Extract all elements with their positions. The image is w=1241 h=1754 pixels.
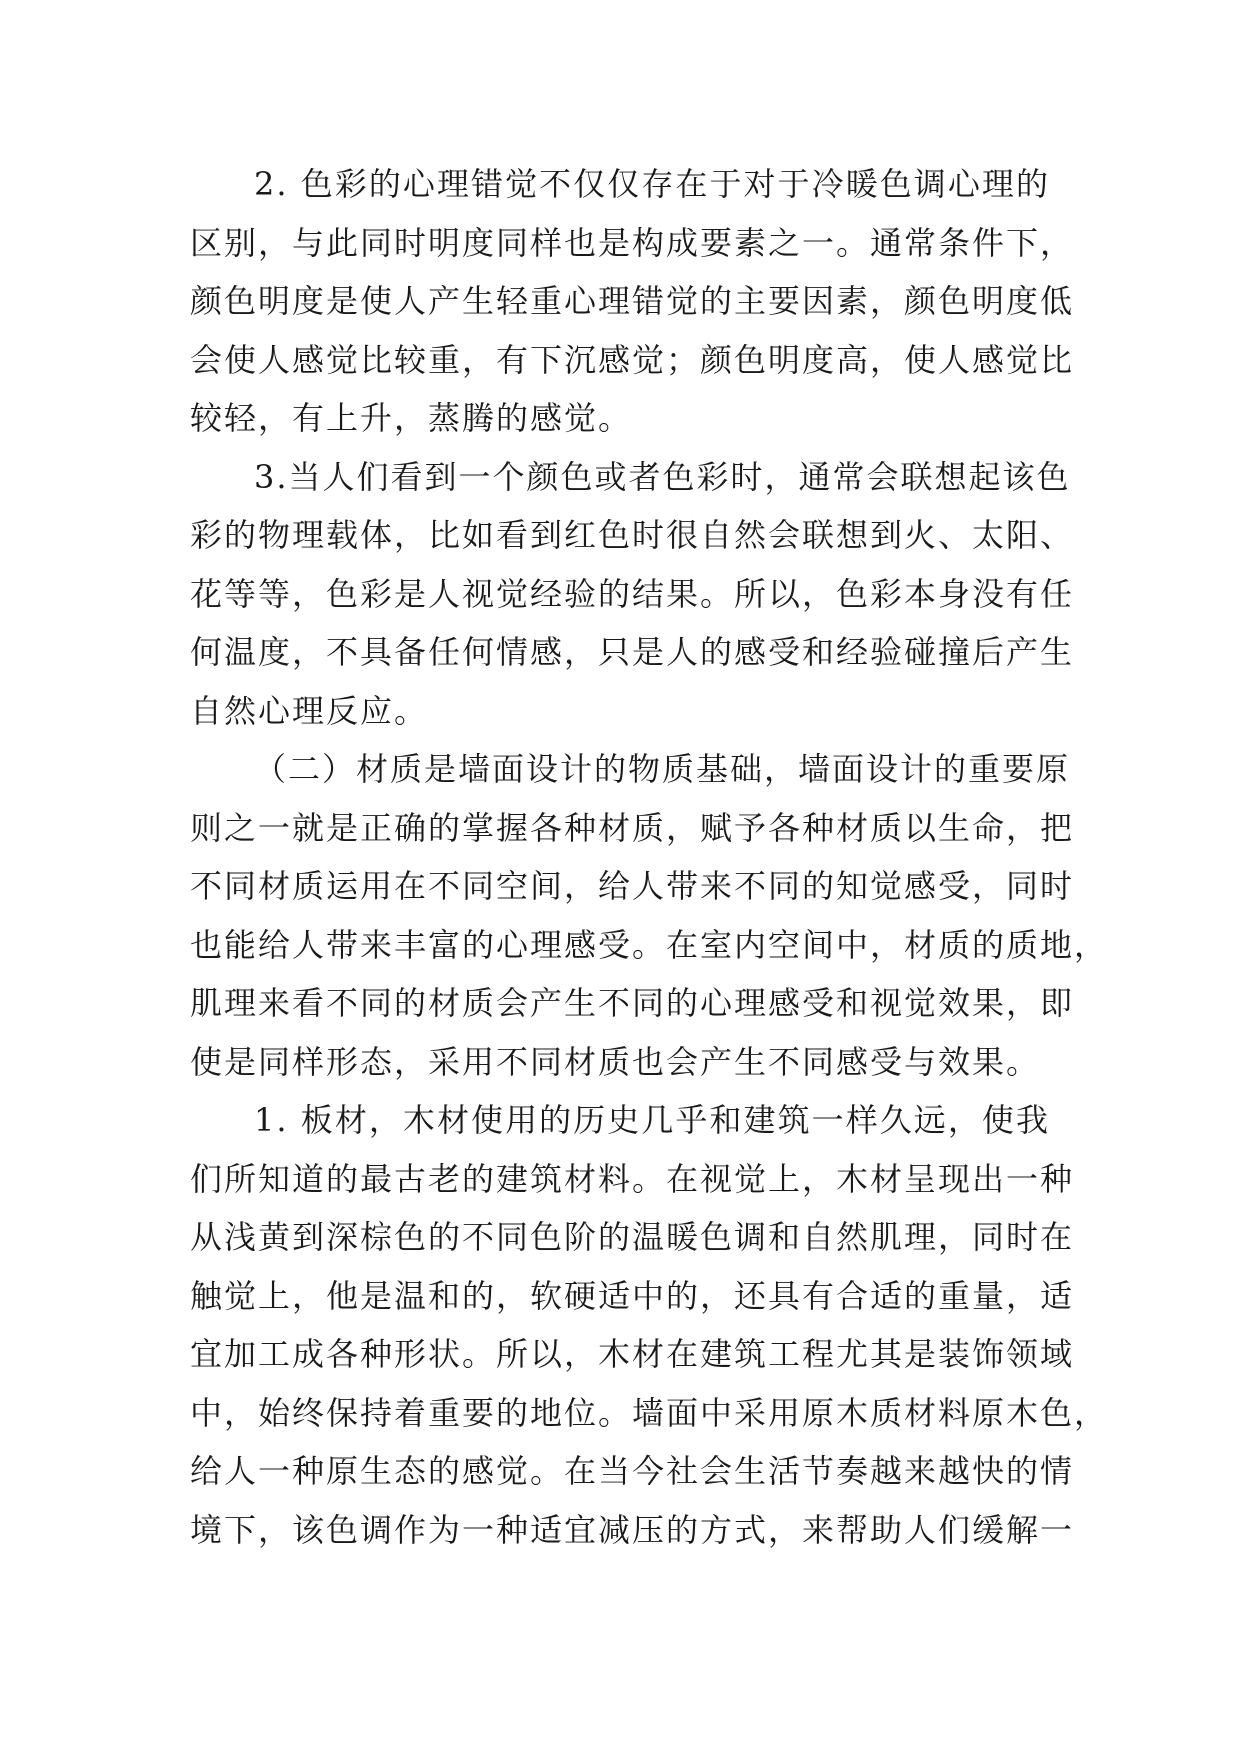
paragraph-color-lightness bbox=[190, 155, 1075, 448]
document-body bbox=[190, 155, 1109, 1559]
text-line: 宜加工成各种形状。所以，木材在建筑工程尤其是装饰领域 bbox=[190, 1335, 1075, 1373]
paragraph-wood-panels bbox=[190, 1091, 1109, 1559]
text-line: 2. 色彩的心理错觉不仅仅存在于对于冷暖色调心理的 bbox=[254, 165, 1050, 203]
text-line: 花等等，色彩是人视觉经验的结果。所以，色彩本身没有任 bbox=[190, 574, 1075, 613]
text-line: 使是同样形态，采用不同材质也会产生不同感受与效果。 bbox=[190, 1042, 1041, 1081]
text-line: 则之一就是正确的掌握各种材质，赋予各种材质以生命，把 bbox=[190, 808, 1075, 847]
text-line: 不同材质运用在不同空间，给人带来不同的知觉感受，同时 bbox=[190, 867, 1075, 905]
text-line: 何温度，不具备任何情感，只是人的感受和经验碰撞后产生 bbox=[190, 633, 1075, 671]
text-line: 也能给人带来丰富的心理感受。在室内空间中，材质的质地， bbox=[190, 925, 1109, 964]
text-line: 触觉上，他是温和的，软硬适中的，还具有合适的重量，适 bbox=[190, 1276, 1075, 1315]
text-line: （二）材质是墙面设计的物质基础，墙面设计的重要原 bbox=[254, 750, 1071, 788]
text-line: 颜色明度是使人产生轻重心理错觉的主要因素，颜色明度低 bbox=[190, 282, 1075, 320]
text-line: 区别，与此同时明度同样也是构成要素之一。通常条件下， bbox=[190, 223, 1075, 262]
text-line: 3.当人们看到一个颜色或者色彩时，通常会联想起该色 bbox=[254, 457, 1071, 496]
text-line: 中，始终保持着重要的地位。墙面中采用原木质材料原木色， bbox=[190, 1393, 1109, 1432]
text-line: 肌理来看不同的材质会产生不同的心理感受和视觉效果，即 bbox=[190, 984, 1075, 1022]
text-line: 1. 板材，木材使用的历史几乎和建筑一样久远，使我 bbox=[254, 1101, 1050, 1139]
paragraph-color-association bbox=[190, 448, 1075, 741]
paragraph-material-basis bbox=[190, 740, 1109, 1091]
text-line: 会使人感觉比较重，有下沉感觉；颜色明度高，使人感觉比 bbox=[190, 340, 1075, 379]
text-line: 较轻，有上升，蒸腾的感觉。 bbox=[190, 399, 633, 437]
text-line: 彩的物理载体，比如看到红色时很自然会联想到火、太阳、 bbox=[190, 516, 1075, 554]
text-line: 们所知道的最古老的建筑材料。在视觉上，木材呈现出一种 bbox=[190, 1159, 1075, 1198]
text-line: 给人一种原生态的感觉。在当今社会生活节奏越来越快的情 bbox=[190, 1452, 1075, 1490]
text-line: 从浅黄到深棕色的不同色阶的温暖色调和自然肌理，同时在 bbox=[190, 1218, 1075, 1256]
text-line: 境下，该色调作为一种适宜减压的方式，来帮助人们缓解一 bbox=[190, 1510, 1075, 1549]
text-line: 自然心理反应。 bbox=[190, 691, 429, 730]
